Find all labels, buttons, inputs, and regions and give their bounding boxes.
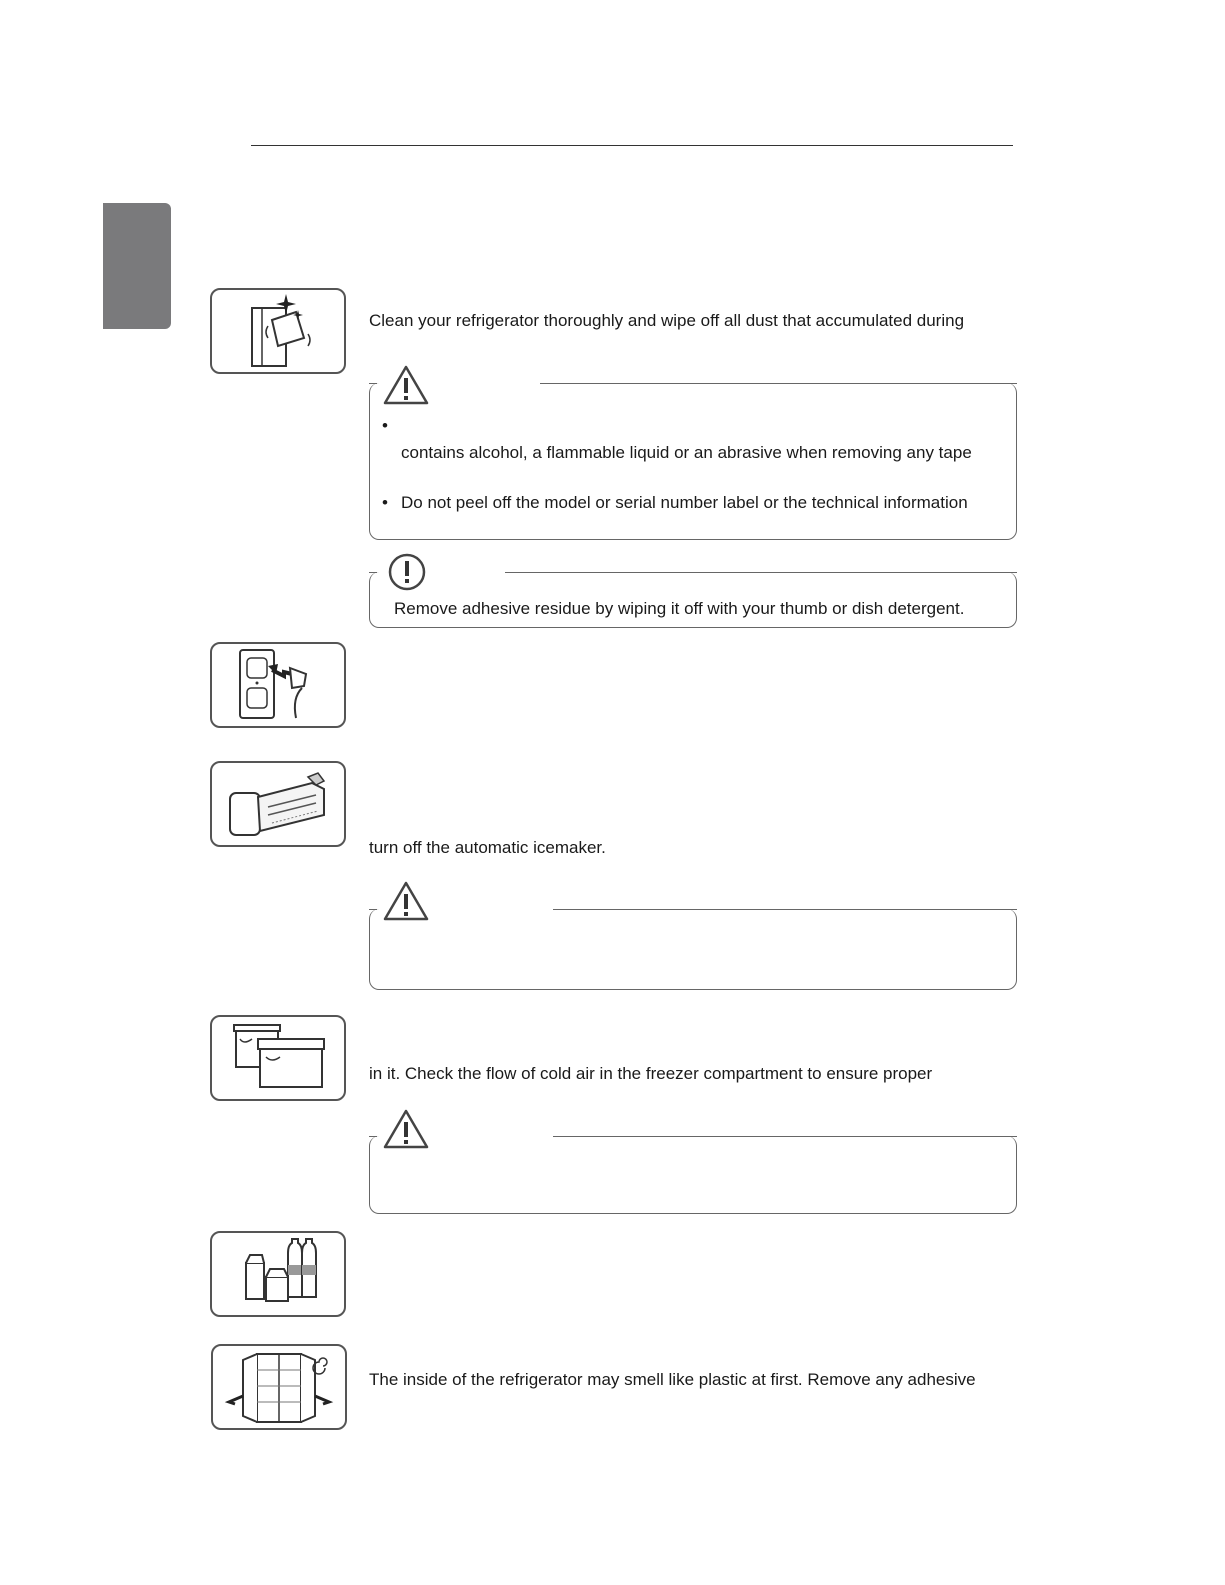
warning-triangle-icon xyxy=(382,1108,430,1150)
callout-top-line-left xyxy=(369,383,377,384)
callout-top-line xyxy=(540,383,1017,384)
caution-1-bullet-1-line-2: contains alcohol, a flammable liquid or an abrasive when removing any tape xyxy=(401,443,972,462)
warning-triangle-icon xyxy=(382,364,430,406)
open-refrigerator-doors-icon xyxy=(211,1344,347,1430)
food-items-icon xyxy=(210,1231,346,1317)
power-outlet-plug-icon xyxy=(210,642,346,728)
step-4-text: in it. Check the flow of cold air in the freezer compartment to ensure proper xyxy=(369,1064,933,1083)
caution-box-2 xyxy=(369,909,1017,990)
note-1-text: Remove adhesive residue by wiping it off with your thumb or dish detergent. xyxy=(394,599,965,618)
step-1-text: Clean your refrigerator thoroughly and wipe off all dust that accumulated during xyxy=(369,311,965,330)
food-containers-icon xyxy=(210,1015,346,1101)
callout-top-line-left xyxy=(369,1136,377,1137)
callout-top-line-left xyxy=(369,909,377,910)
callout-top-line xyxy=(505,572,1017,573)
header-rule xyxy=(251,145,1013,146)
warning-triangle-icon xyxy=(382,880,430,922)
caution-1-bullet-2: Do not peel off the model or serial number label or the technical information xyxy=(401,493,968,512)
step-3-text: turn off the automatic icemaker. xyxy=(369,838,606,857)
bullet-dot: • xyxy=(382,416,388,435)
exclamation-circle-icon xyxy=(387,552,427,592)
bullet-dot: • xyxy=(382,493,388,512)
callout-top-line xyxy=(553,1136,1017,1137)
caution-box-3 xyxy=(369,1136,1017,1214)
cleaning-cloth-icon xyxy=(210,288,346,374)
section-tab xyxy=(103,203,171,329)
callout-top-line-left xyxy=(369,572,377,573)
callout-top-line xyxy=(553,909,1017,910)
icemaker-icon xyxy=(210,761,346,847)
step-6-text: The inside of the refrigerator may smell like plastic at first. Remove any adhesive xyxy=(369,1370,976,1389)
